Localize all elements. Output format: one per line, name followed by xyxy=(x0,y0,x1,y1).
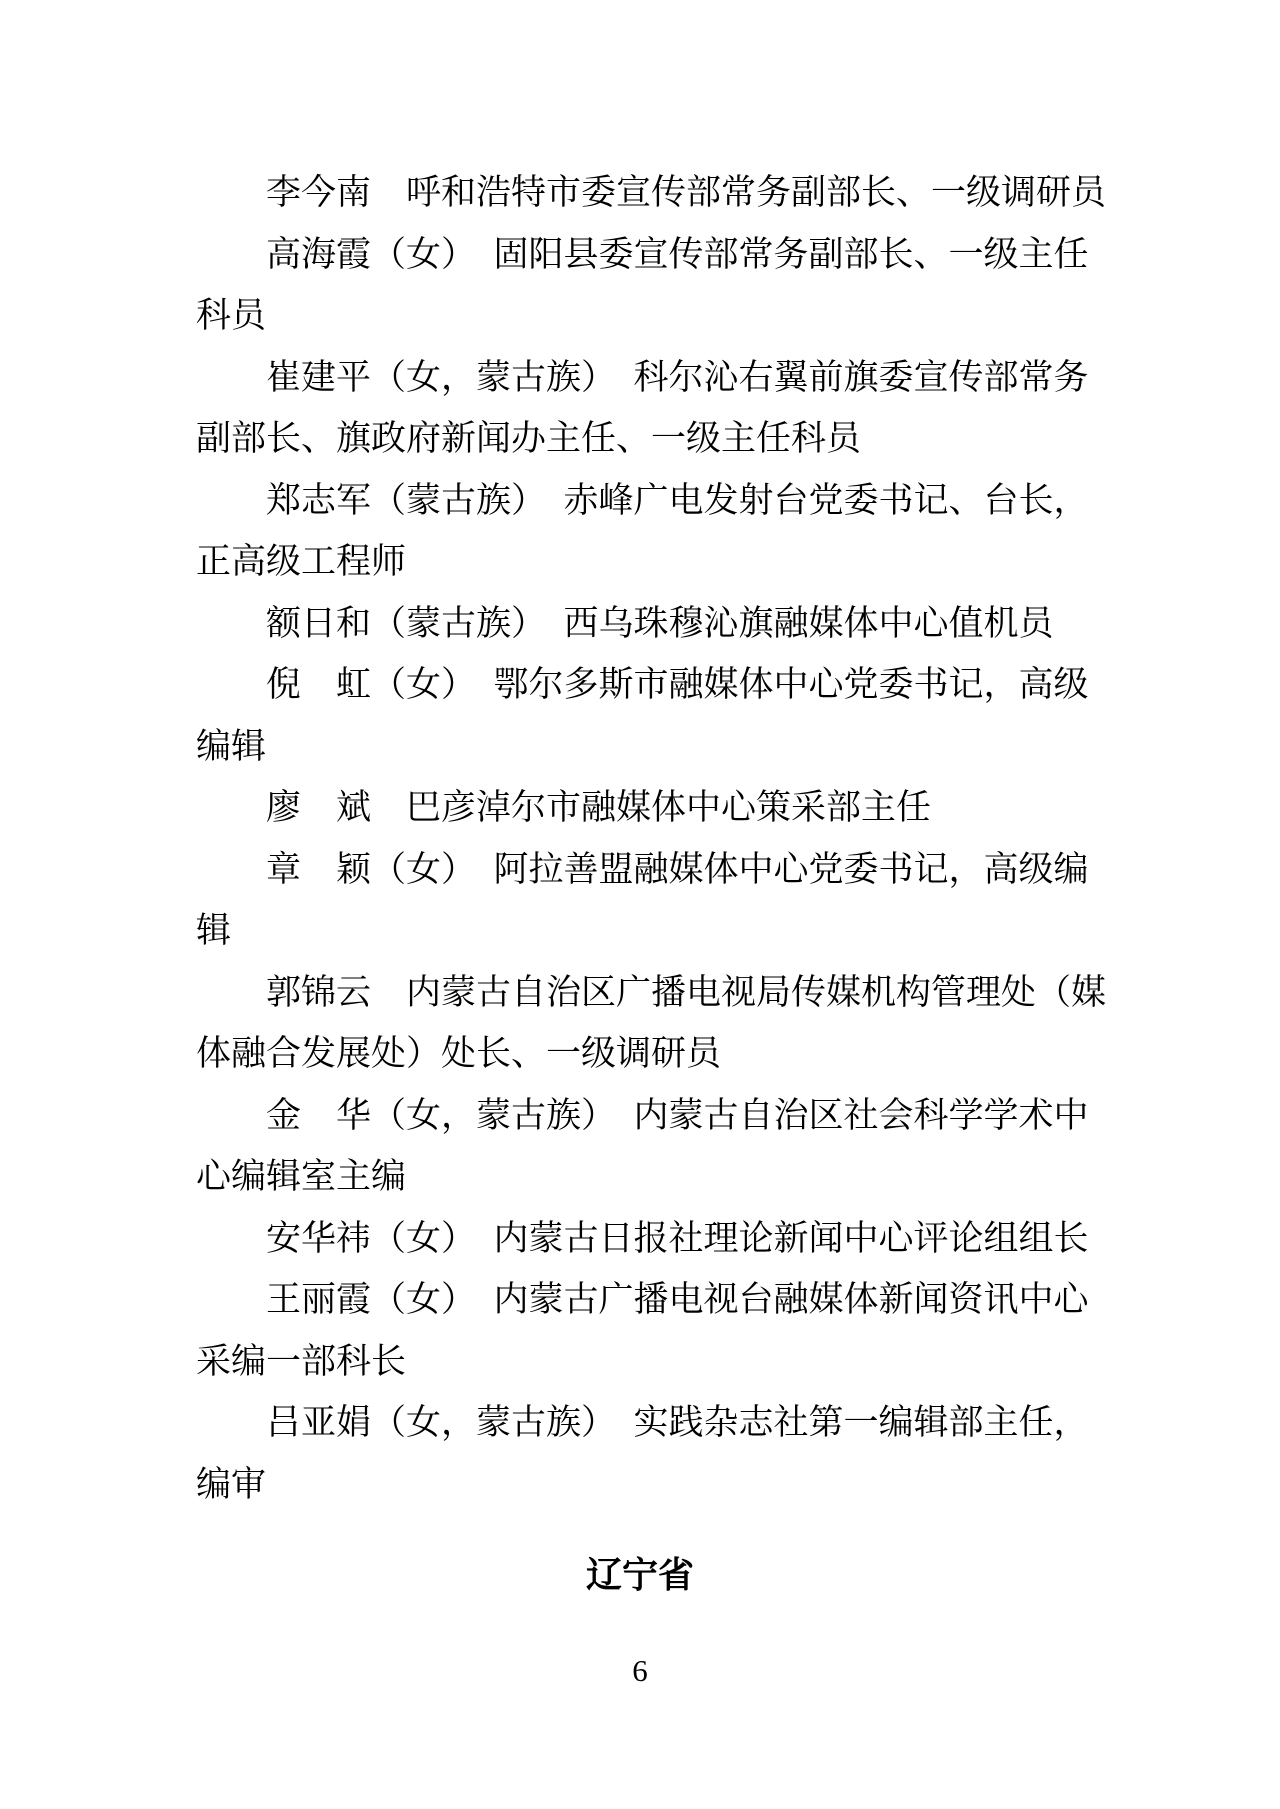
award-list xyxy=(196,162,1116,1515)
entry-line: 编审 xyxy=(196,1464,267,1504)
list-entry xyxy=(196,962,1116,1085)
entry-line: 吕亚娟（女，蒙古族） 实践杂志社第一编辑部主任， xyxy=(266,1403,1089,1442)
entry-line: 额日和（蒙古族） 西乌珠穆沁旗融媒体中心值机员 xyxy=(266,603,1054,643)
list-entry xyxy=(196,347,1116,470)
entry-line: 体融合发展处）处长、一级调研员 xyxy=(196,1034,722,1073)
entry-line: 崔建平（女，蒙古族） 科尔沁右翼前旗委宣传部常务 xyxy=(266,357,1089,397)
entry-line: 安华祎（女） 内蒙古日报社理论新闻中心评论组组长 xyxy=(266,1218,1089,1258)
list-entry xyxy=(196,654,1116,777)
entry-line: 辑 xyxy=(196,911,232,950)
entry-line: 王丽霞（女） 内蒙古广播电视台融媒体新闻资讯中心 xyxy=(266,1280,1089,1319)
section-header: 辽宁省 xyxy=(585,1554,694,1595)
list-entry xyxy=(196,1208,1116,1270)
entry-line: 高海霞（女） 固阳县委宣传部常务副部长、一级主任 xyxy=(266,234,1089,274)
entry-line: 副部长、旗政府新闻办主任、一级主任科员 xyxy=(196,419,862,458)
entry-line: 心编辑室主编 xyxy=(196,1157,407,1196)
page-footer xyxy=(0,1655,1280,1686)
list-entry xyxy=(196,839,1116,962)
list-entry xyxy=(196,224,1116,347)
entry-line: 倪 虹（女） 鄂尔多斯市融媒体中心党委书记，高级 xyxy=(266,665,1089,704)
entry-line: 正高级工程师 xyxy=(196,542,407,581)
page-number: 6 xyxy=(632,1653,648,1688)
entry-line: 科员 xyxy=(196,296,267,335)
list-entry xyxy=(196,162,1116,224)
entry-line: 章 颖（女） 阿拉善盟融媒体中心党委书记，高级编 xyxy=(266,849,1089,889)
list-entry xyxy=(196,1392,1116,1515)
list-entry xyxy=(196,1085,1116,1208)
list-entry xyxy=(196,593,1116,655)
list-entry xyxy=(196,1269,1116,1392)
entry-line: 李今南 呼和浩特市委宣传部常务副部长、一级调研员 xyxy=(266,173,1107,212)
list-entry xyxy=(196,777,1116,839)
entry-line: 编辑 xyxy=(196,726,267,766)
entry-line: 金 华（女，蒙古族） 内蒙古自治区社会科学学术中 xyxy=(266,1095,1089,1135)
list-entry xyxy=(196,470,1116,593)
entry-line: 廖 斌 巴彦淖尔市融媒体中心策采部主任 xyxy=(266,788,932,827)
entry-line: 采编一部科长 xyxy=(196,1341,407,1381)
entry-line: 郑志军（蒙古族） 赤峰广电发射台党委书记、台长， xyxy=(266,480,1089,520)
entry-line: 郭锦云 内蒙古自治区广播电视局传媒机构管理处（媒 xyxy=(266,972,1107,1012)
